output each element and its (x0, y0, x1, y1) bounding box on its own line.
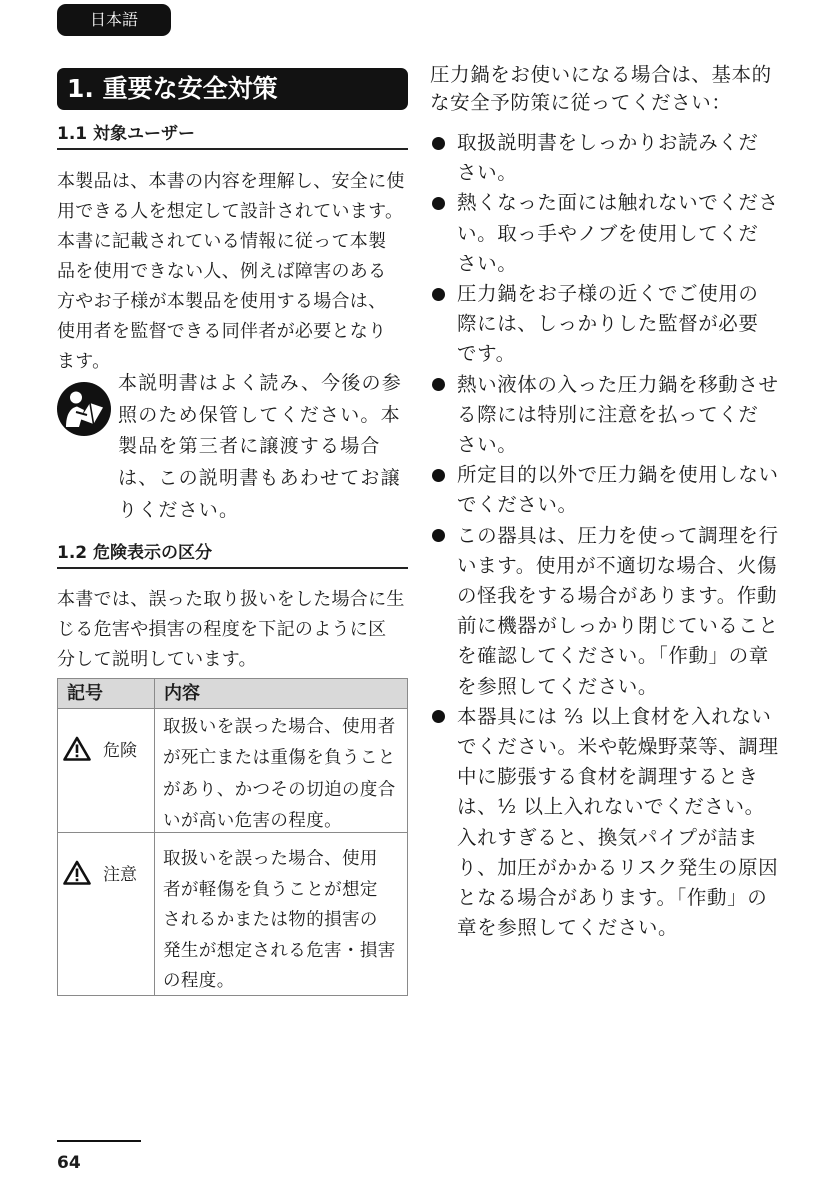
text-line: じる危害や損害の程度を下記のように区 (57, 619, 387, 640)
list-item (432, 460, 832, 520)
list-item (432, 128, 832, 188)
page-number: 64 (57, 1153, 81, 1173)
text-line: い。取っ手やノブを使用してくだ (457, 221, 759, 245)
text-line: 章を参照してください。 (457, 916, 679, 940)
bullet-dot-icon (432, 710, 445, 723)
text-line: 発生が想定される危害・損害 (163, 940, 396, 961)
text-line: 本書では、誤った取り扱いをした場合に生 (57, 589, 405, 610)
text-line: があり、かつその切迫の度合 (163, 779, 396, 800)
text-line: 本器具には ⅔ 以上食材を入れない (457, 704, 772, 728)
text-line: 所定目的以外で圧力鍋を使用しない (457, 463, 779, 487)
bullet-dot-icon (432, 288, 445, 301)
text-line: の怪我をする場合があります。作動 (457, 584, 778, 608)
content-cell (155, 709, 407, 832)
bullet-dot-icon (432, 197, 445, 210)
text-line: は、½ 以上入れないでください。 (457, 795, 765, 819)
language-tab: 日本語 (57, 4, 171, 36)
bullet-dot-icon (432, 529, 445, 542)
text-line: 品を使用できない人、例えば障害のある (57, 261, 387, 282)
symbol-cell (58, 709, 155, 832)
list-item (432, 370, 832, 461)
symbol-label: 注意 (103, 865, 137, 885)
text-line: 用できる人を想定して設計されています。 (57, 201, 404, 222)
warning-triangle-icon (63, 736, 91, 761)
text-line: となる場合があります。「作動」の (457, 886, 768, 910)
text-line: 照のため保管してください。本 (118, 403, 401, 426)
text-line: な安全予防策に従ってください： (430, 91, 732, 114)
text-line: を参照してください。 (457, 674, 659, 698)
text-line: さい。 (457, 161, 518, 185)
symbol-cell (58, 833, 155, 995)
text-line: さい。 (457, 251, 518, 275)
text-line: 本書に記載されている情報に従って本製 (57, 231, 387, 252)
text-line: を確認してください。「作動」の章 (457, 644, 769, 668)
section-title: 1. 重要な安全対策 (57, 68, 408, 110)
text-line: でください。 (457, 493, 578, 517)
read-manual-note (118, 368, 418, 527)
text-line: 本説明書はよく読み、今後の参 (118, 372, 402, 394)
subsection-heading-hazard-classification: 1.2 危険表示の区分 (57, 540, 408, 569)
text-line: 際には、しっかりした監督が必要 (457, 312, 759, 336)
content-cell (155, 833, 407, 995)
hazard-table (57, 678, 408, 996)
list-item (432, 702, 832, 944)
precautions-intro (430, 61, 830, 117)
bullet-dot-icon (432, 378, 445, 391)
hazard-classification-paragraph (57, 585, 412, 675)
text-line: されるかまたは物的損害の (163, 910, 378, 930)
warning-triangle-icon (63, 860, 91, 885)
text-line: 圧力鍋をお子様の近くでご使用の (457, 282, 759, 306)
text-line: 取扱説明書をしっかりお読みくだ (457, 131, 759, 154)
list-item (432, 188, 832, 279)
symbol-danger (58, 709, 154, 769)
table-row (58, 832, 407, 995)
target-users-paragraph (57, 167, 412, 377)
precautions-list (432, 128, 832, 943)
text-line: は、この説明書もあわせてお譲 (118, 467, 401, 490)
text-line: 熱くなった面には触れないでくださ (457, 191, 779, 215)
text-line: 取扱いを誤った場合、使用者 (163, 717, 396, 737)
text-line: ます。 (57, 351, 111, 372)
text-line: る際には特別に注意を払ってくだ (457, 402, 759, 426)
table-header-row (58, 679, 407, 708)
text-line: 者が軽傷を負うことが想定 (163, 879, 378, 900)
text-line: 熱い液体の入った圧力鍋を移動させ (457, 372, 779, 396)
footer-rule (57, 1140, 141, 1142)
text-line: 使用者を監督できる同伴者が必要となり (57, 321, 387, 342)
text-line: の程度。 (163, 971, 235, 991)
text-line: 圧力鍋をお使いになる場合は、基本的 (430, 63, 772, 86)
text-line: が死亡または重傷を負うこと (163, 748, 396, 769)
text-line: 方やお子様が本製品を使用する場合は、 (57, 291, 387, 312)
bullet-dot-icon (432, 469, 445, 482)
bullet-dot-icon (432, 137, 445, 150)
text-line: この器具は、圧力を使って調理を行 (457, 523, 779, 547)
text-line: 本製品は、本書の内容を理解し、安全に使 (57, 171, 405, 192)
text-line: います。使用が不適切な場合、火傷 (457, 553, 778, 577)
text-line: りください。 (118, 498, 240, 521)
symbol-label: 危険 (103, 741, 137, 761)
list-item (432, 521, 832, 702)
subsection-heading-target-users: 1.1 対象ユーザー (57, 121, 408, 150)
table-header-symbol: 記号 (58, 679, 155, 708)
text-line: いが高い危害の程度。 (163, 810, 342, 831)
text-line: です。 (457, 342, 516, 366)
text-line: さい。 (457, 433, 518, 457)
text-line: り、加圧がかかるリスク発生の原因 (457, 855, 779, 879)
read-manual-icon (57, 382, 111, 436)
text-line: 入れすぎると、換気パイプが詰ま (457, 825, 758, 849)
table-row (58, 708, 407, 832)
text-line: でください。米や乾燥野菜等、調理 (457, 735, 779, 759)
symbol-caution (58, 833, 154, 893)
text-line: 中に膨張する食材を調理するとき (457, 765, 759, 789)
list-item (432, 279, 832, 370)
text-line: 前に機器がしっかり閉じていること (457, 614, 779, 638)
table-header-content: 内容 (164, 683, 200, 704)
text-line: 製品を第三者に譲渡する場合 (118, 435, 381, 458)
text-line: 分して説明しています。 (57, 649, 257, 670)
text-line: 取扱いを誤った場合、使用 (163, 849, 378, 869)
